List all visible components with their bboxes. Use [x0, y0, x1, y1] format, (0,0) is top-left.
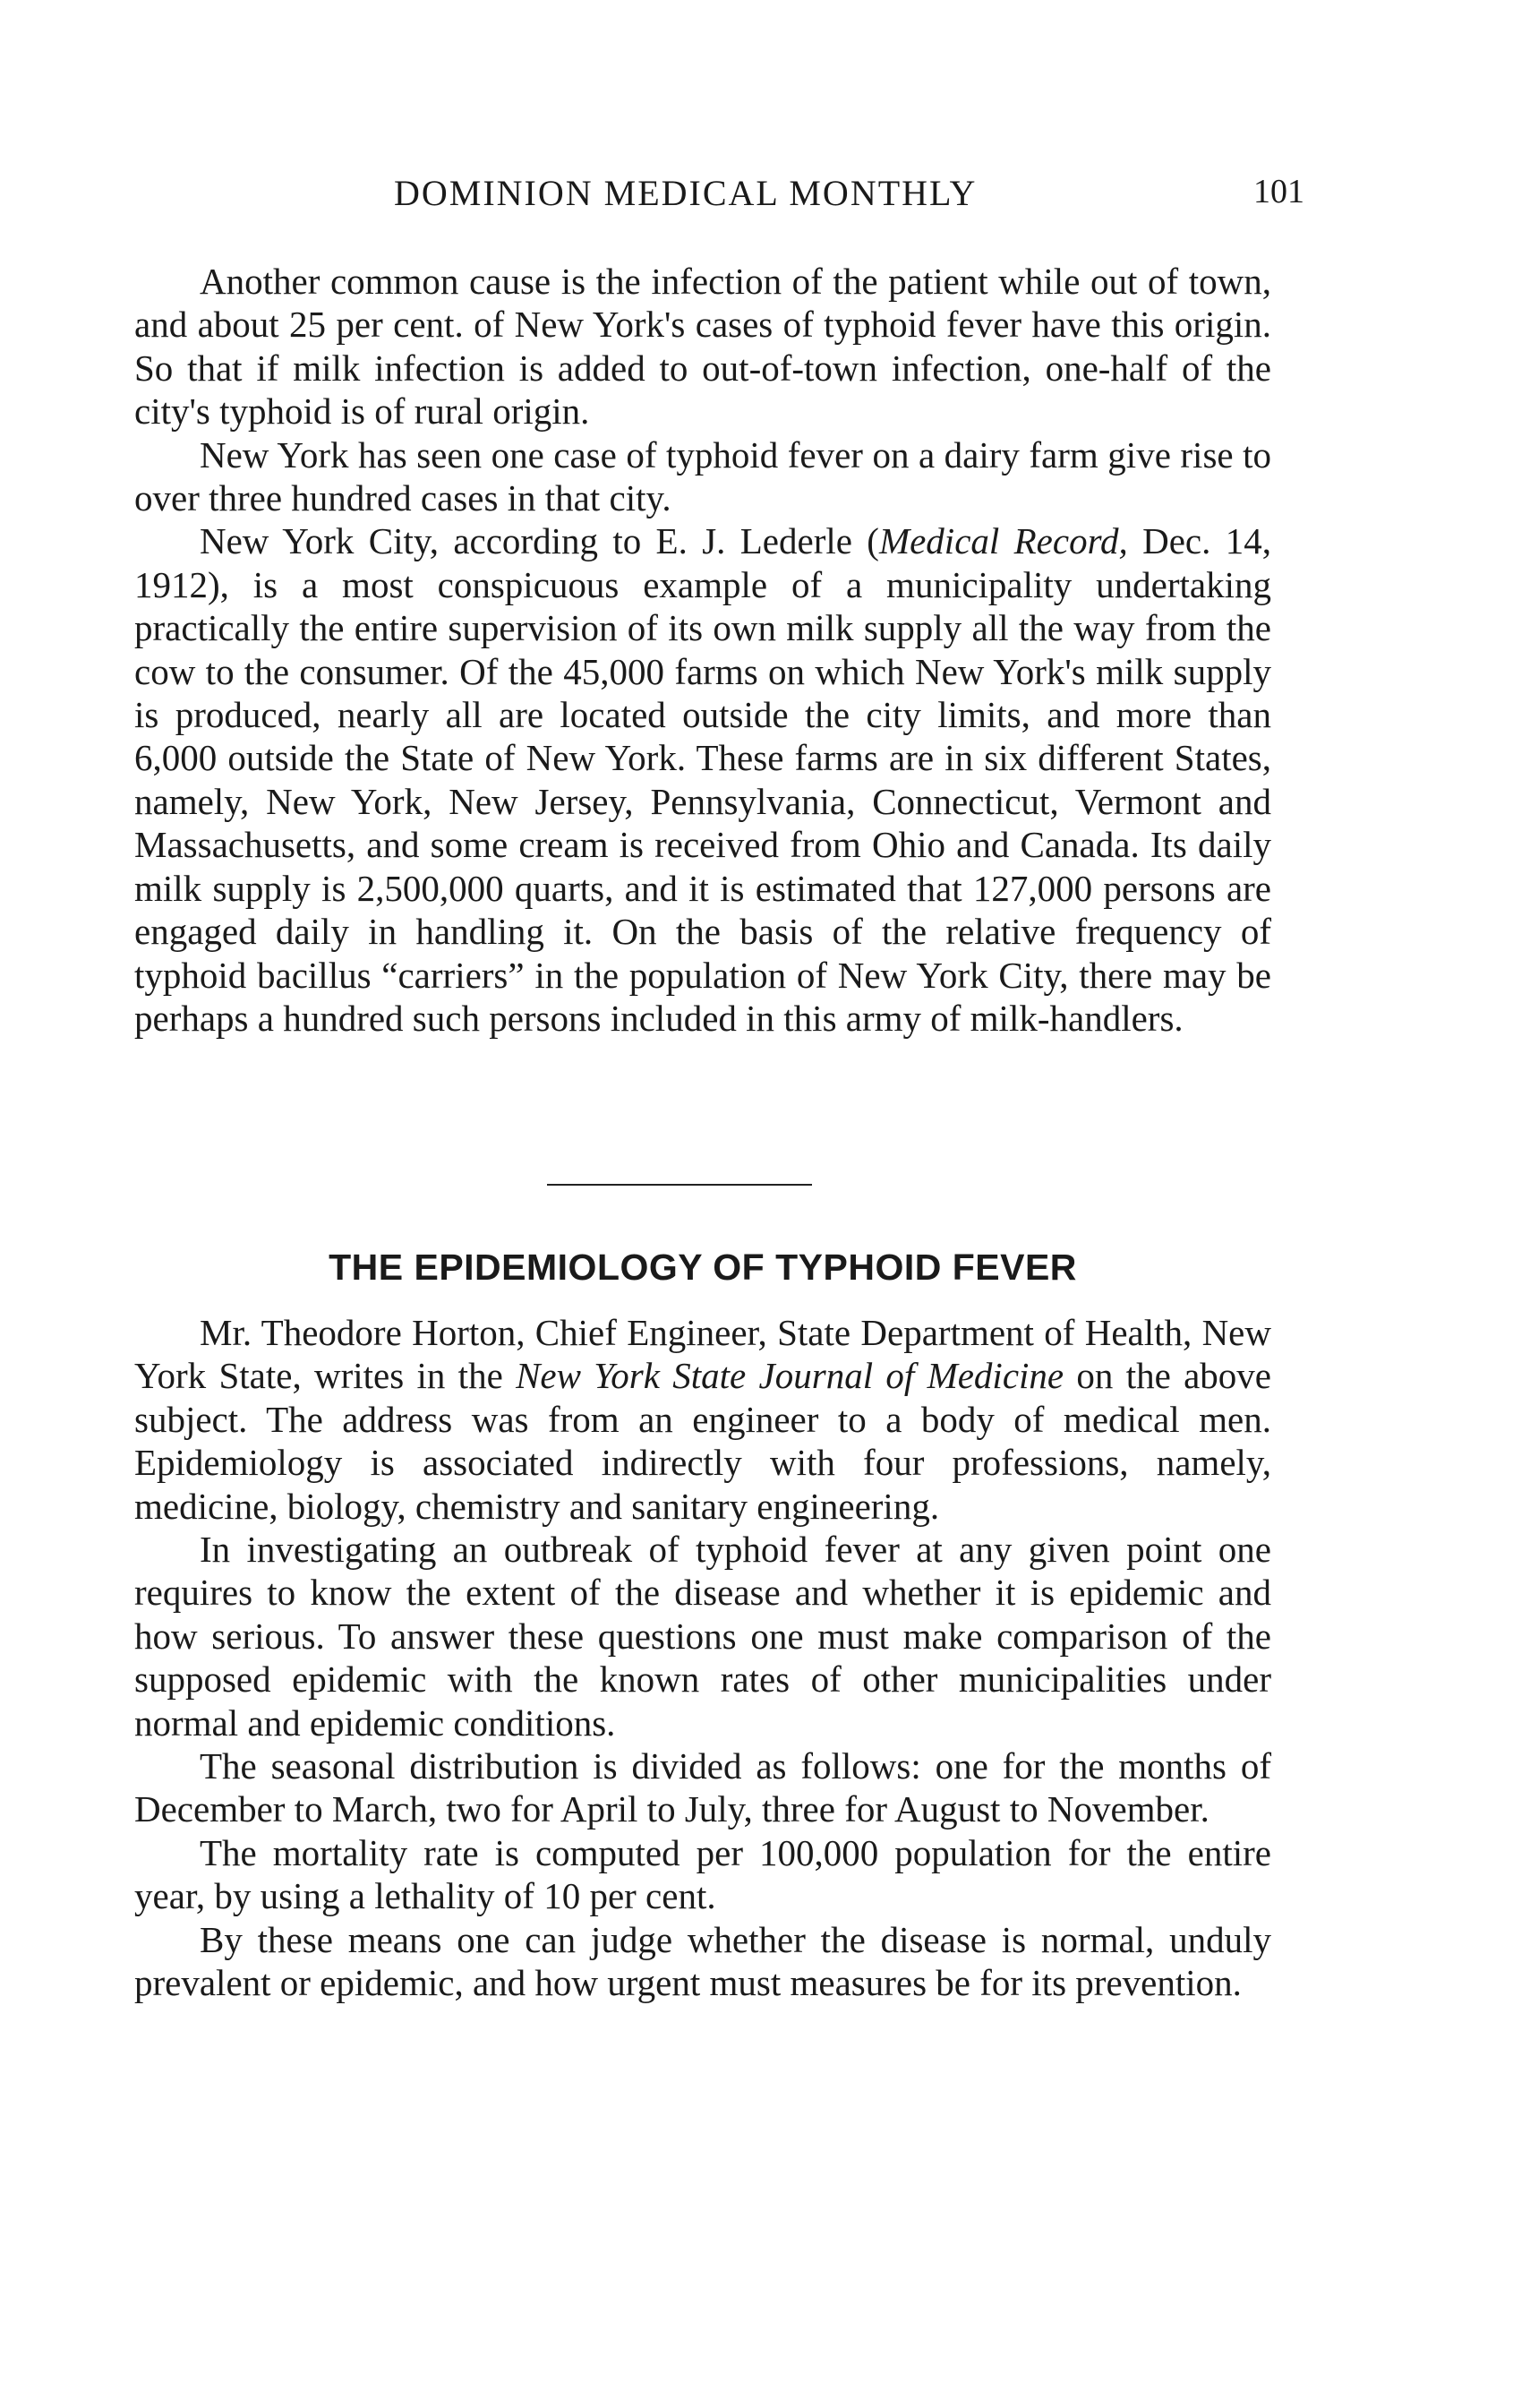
paragraph: In investigating an outbreak of typhoid fever at any given point one requires to know the extent of the disease and whether it is epidemic and how serious. To answer these questions one must make comparison of the supposed epidemic with the known rates of other municipalities under normal and epidemic conditions. — [134, 1529, 1271, 1744]
paragraph: Another common cause is the infection of the patient while out of town, and about 25 per cent. of New York's cases of typhoid fever have this origin. So that if milk infection is added to out-of-town infection, one-half of the city's typhoid is of rural origin. — [134, 261, 1271, 433]
page-number: 101 — [1253, 173, 1304, 210]
text-run: New York City, according to E. J. Lederle ( — [200, 520, 879, 562]
paragraph: The seasonal distribution is divided as follows: one for the months of December to March, two for April to July, three for August to November. — [134, 1745, 1271, 1830]
citation-italic: Medical Record, — [878, 520, 1128, 562]
paragraph: By these means one can judge whether the disease is normal, unduly prevalent or epidemic, and how urgent must measures be for its prevention. — [134, 1918, 1271, 2004]
section-divider — [547, 1184, 812, 1186]
section-heading: THE EPIDEMIOLOGY OF TYPHOID FEVER — [329, 1247, 1077, 1288]
text-run: Mr. Theodore Horton, Chief Engineer, State Department of Health, New York State, writes in the — [134, 1312, 1271, 1397]
article-body — [134, 1311, 1271, 2005]
running-head: DOMINION MEDICAL MONTHLY — [394, 173, 978, 213]
paragraph: New York has seen one case of typhoid fever on a dairy farm give rise to over three hundred cases in that city. — [134, 433, 1271, 519]
paragraph: The mortality rate is computed per 100,000 population for the entire year, by using a lethality of 10 per cent. — [134, 1831, 1271, 1917]
text-run: Dec. 14, 1912), is a most conspicuous example of a municipality undertaking practically the entire supervision of its own milk supply all the way from the cow to the consumer. Of the 45,000 farms on which New York's milk supply is produced, nearly all are located outside the city limits, and more than 6,000 outside the State of New York. These farms are in six different States, namely, New York, New Jersey, Pennsylvania, Connecticut, Vermont and Massachusetts, and some cream is received from Ohio and Canada. Its daily milk supply is 2,500,000 quarts, and it is estimated that 127,000 persons are engaged daily in handling it. On the basis of the relative frequency of typhoid bacillus “carriers” in the population of New York City, there may be perhaps a hundred such persons included in this army of milk-handlers. — [134, 520, 1271, 1039]
journal-title-italic: New York State Journal of Medicine — [516, 1355, 1064, 1397]
paragraph — [134, 1311, 1271, 1528]
text-run: on the above subject. The address was from an engineer to a body of medical men. Epidemiology is associated indirectly with four professions, namely, medicine, biology, chemistry and sanitary engineering. — [134, 1355, 1271, 1527]
paragraph — [134, 519, 1271, 1040]
article-continuation — [134, 260, 1271, 1040]
